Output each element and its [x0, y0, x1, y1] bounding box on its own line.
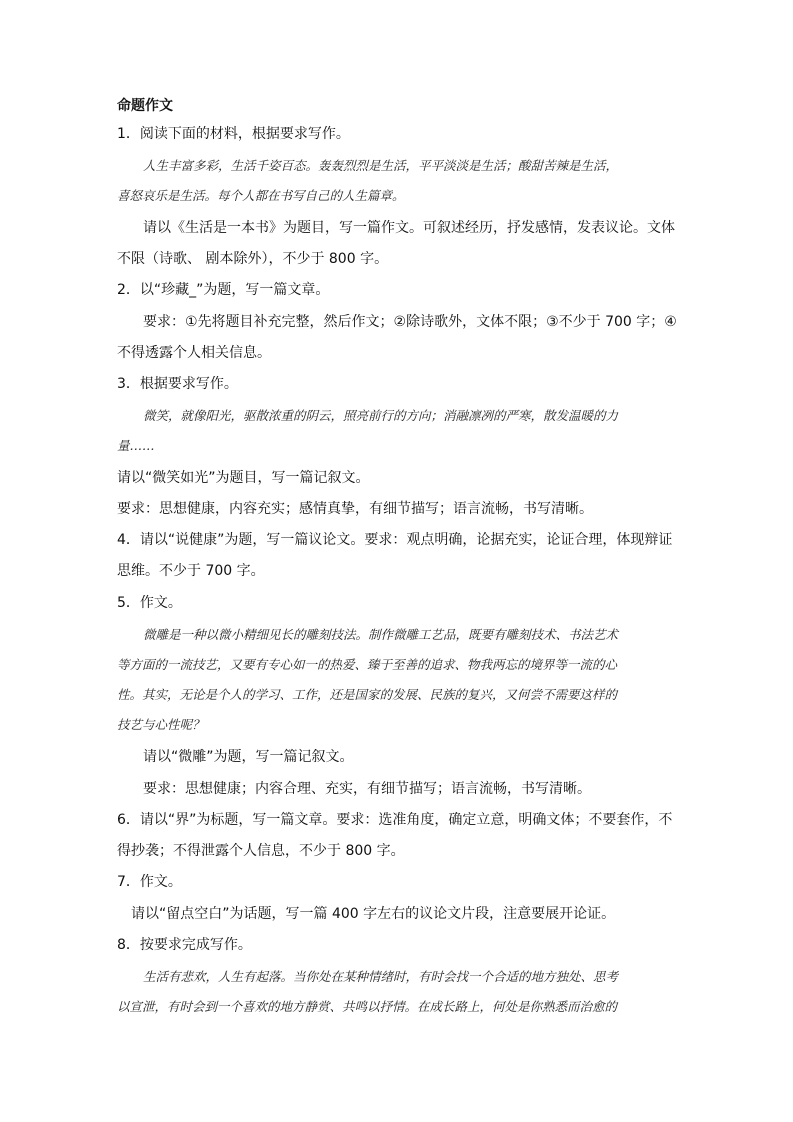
question-4: 4．请以“说健康”为题，写一篇议论文。要求：观点明确，论据充实，论证合理，体现辩证: [117, 532, 673, 548]
material-line: 技艺与心性呢？: [117, 717, 205, 732]
prompt-line: 请以“微笑如光”为题目，写一篇记叙文。: [117, 470, 370, 486]
material-line: 以宣泄，有时会到一个喜欢的地方静赏、共鸣以抒情。在成长路上，何处是你熟悉而治愈的: [117, 999, 618, 1014]
question-7: 7．作文。: [117, 874, 182, 890]
question-6: 6．请以“界”为标题，写一篇文章。要求：选准角度，确定立意，明确文体；不要套作，不: [117, 812, 673, 828]
prompt-line: 请以“留点空白”为话题，写一篇 400 字左右的议论文片段，注意要展开论证。: [131, 906, 616, 922]
material-line: 生活有悲欢，人生有起落。当你处在某种情绪时，有时会找一个合适的地方独处、思考: [143, 969, 619, 984]
requirement-line: 要求：思想健康，内容充实；感情真挚，有细节描写；语言流畅，书写清晰。: [117, 501, 593, 517]
question-1: 1．阅读下面的材料，根据要求写作。: [117, 126, 350, 142]
question-2: 2．以“珍藏_”为题，写一篇文章。: [117, 282, 330, 298]
prompt-line: 不限（诗歌、 剧本除外），不少于 800 字。: [117, 251, 389, 267]
material-line: 微笑，就像阳光，驱散浓重的阴云，照亮前行的方向；消融凛冽的严寒，散发温暖的力: [143, 408, 619, 423]
requirement-line: 要求：①先将题目补充完整，然后作文；②除诗歌外，文体不限；③不少于 700 字；④: [143, 314, 677, 330]
question-5: 5．作文。: [117, 595, 182, 611]
material-line: 人生丰富多彩，生活千姿百态。轰轰烈烈是生活，平平淡淡是生活；酸甜苦辣是生活，: [143, 158, 619, 173]
question-3: 3．根据要求写作。: [117, 376, 238, 392]
question-6-cont: 得抄袭；不得泄露个人信息，不少于 800 字。: [117, 843, 405, 859]
requirement-line: 要求：思想健康；内容合理、充实，有细节描写；语言流畅，书写清晰。: [143, 781, 591, 797]
material-line: 性。其实，无论是个人的学习、工作，还是国家的发展、民族的复兴，又何尝不需要这样的: [117, 687, 618, 702]
material-line: 微雕是一种以微小精细见长的雕刻技法。制作微雕工艺品，既要有雕刻技术、书法艺术: [143, 627, 619, 642]
question-8: 8．按要求完成写作。: [117, 937, 252, 953]
prompt-line: 请以《生活是一本书》为题目，写一篇作文。可叙述经历，抒发感情，发表议论。文体: [143, 220, 675, 236]
prompt-line: 请以“微雕”为题，写一篇记叙文。: [143, 749, 354, 765]
question-4-cont: 思维。不少于 700 字。: [117, 563, 265, 579]
material-line: 喜怒哀乐是生活。每个人都在书写自己的人生篇章。: [117, 188, 405, 203]
requirement-line: 不得透露个人相关信息。: [117, 345, 271, 361]
material-line: 等方面的一流技艺，又要有专心如一的热爱、臻于至善的追求、物我两忘的境界等一流的心: [117, 657, 618, 672]
section-title: 命题作文: [117, 98, 173, 114]
material-line: 量……: [117, 438, 155, 453]
